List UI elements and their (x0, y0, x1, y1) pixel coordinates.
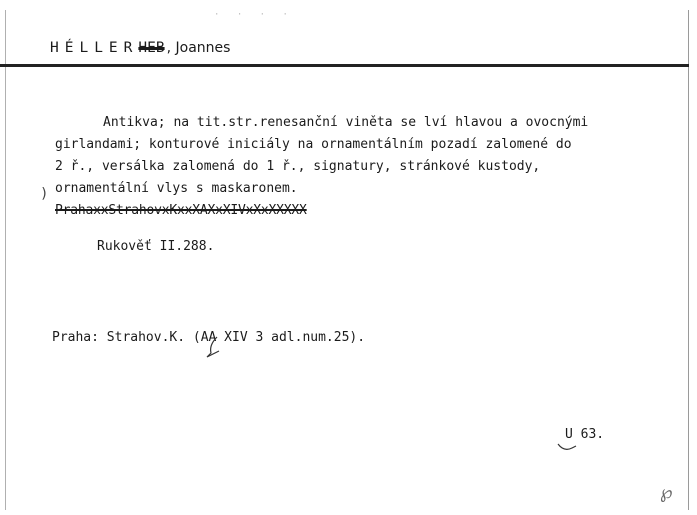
heading-rule (0, 64, 689, 67)
struck-out-letters: HEB (138, 40, 165, 56)
card-number: U 63. (565, 427, 605, 442)
description-line-4: ornamentální vlys s maskaronem. (55, 181, 298, 196)
description-line-1: Antikva; na tit.str.renesanční viněta se lví hlavou a ovocnými (103, 115, 589, 130)
handwritten-underline-mark (556, 440, 580, 454)
author-given-name: , Joannes (166, 40, 231, 56)
handwritten-bracket-mark (205, 335, 231, 359)
description-line-2: girlandami; konturové iniciály na ornamentálním pozadí zalomené do (55, 137, 572, 152)
description-line-3: 2 ř., versálka zalomená do 1 ř., signatury, stránkové kustody, (55, 159, 541, 174)
author-surname: HÉLLER (50, 40, 139, 56)
location-line: Praha: Strahov.K. (AA XIV 3 adl.num.25). (52, 330, 366, 345)
card-heading (50, 40, 230, 56)
struck-out-line: PrahaxxStrahovxKxxXAXxXIVxXxXXXXX (55, 203, 307, 218)
reference-line: Rukověť II.288. (97, 239, 215, 254)
print-specks: · · · · (214, 10, 294, 20)
corner-scribble: ℘ (660, 482, 673, 503)
card-right-edge (688, 10, 689, 510)
card-left-edge (5, 10, 6, 510)
margin-bracket-mark: ) (40, 186, 49, 202)
